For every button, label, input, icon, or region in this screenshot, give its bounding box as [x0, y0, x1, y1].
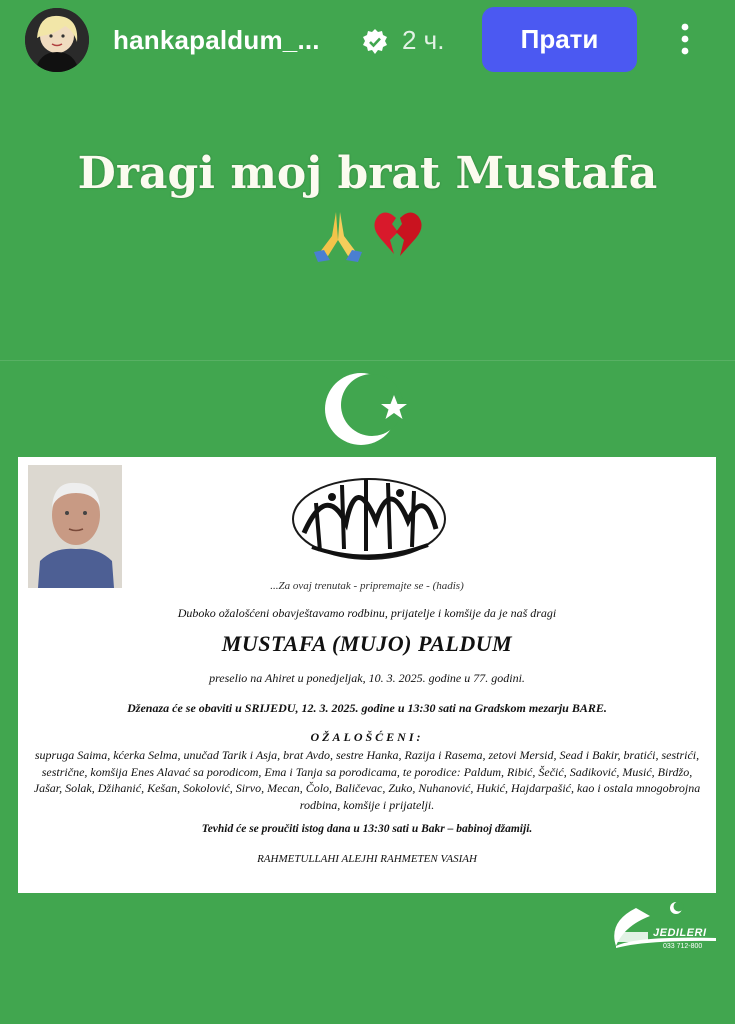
- avatar[interactable]: [25, 8, 89, 72]
- logo-phone: 033 712-800: [663, 943, 703, 950]
- post-time: 2 ч.: [402, 25, 445, 55]
- deceased-photo: [28, 465, 122, 588]
- crescent-star-icon: [325, 368, 411, 450]
- username[interactable]: hankapaldum_...: [113, 25, 320, 55]
- broken-heart-icon: [370, 206, 426, 262]
- hadis-quote: ...Za ovaj trenutak - pripremajte se - (hadis): [270, 580, 464, 592]
- mourners-list: supruga Saima, kćerka Selma, unučad Tarik i Asja, brat Avdo, sestre Hanka, Razija i Rasema, zetovi Mersid, Sead i Bakir, bratići, sestrići, sestrične, komšija Enes Alavać sa porodicom, Ema i Tanja sa porodicama, te porodice: Paldum, Ribić, Šečić, Sadiković, Musić, Birdžo, Jašar, Solak, Džihanić, Kešan, Sokolović, Sirvo, Mecan, Čolo, Baličevac, Zuko, Nuhanović, Hukić, Hajdarpašić, kao i ostala mnogobrojna rodbina, komšije i prijatelji.: [33, 748, 701, 812]
- follow-button[interactable]: Прати: [482, 7, 637, 72]
- deceased-name: MUSTAFA (MUJO) PALDUM: [221, 631, 513, 656]
- mourners-heading: OŽALOŠĆENI:: [310, 730, 424, 744]
- divider: [0, 360, 735, 361]
- announcement-text: Duboko ožalošćeni obavještavamo rodbinu, prijatelje i komšije da je naš dragi: [177, 606, 557, 620]
- story-caption: Dragi moj brat Mustafa: [77, 148, 658, 199]
- more-options-icon[interactable]: [670, 18, 700, 62]
- calligraphy-emblem: [286, 463, 452, 569]
- story-header: [0, 0, 735, 82]
- passing-date-text: preselio na Ahiret u ponedjeljak, 10. 3. 2025. godine u 77. godini.: [209, 671, 525, 685]
- logo-name: JEDILERI: [653, 927, 707, 939]
- verified-badge-icon: [360, 27, 390, 57]
- praying-hands-icon: [310, 206, 366, 262]
- obituary-notice: [18, 457, 716, 893]
- emoji-row: [0, 206, 735, 262]
- tevhid-info: Tevhid će se proučiti istog dana u 13:30 sati u Bakr – babinoj džamiji.: [201, 823, 533, 835]
- funeral-info: Dženaza će se obaviti u SRIJEDU, 12. 3. 2025. godine u 13:30 sati na Gradskom mezarju BARE.: [127, 701, 607, 715]
- closing-prayer: RAHMETULLAHI ALEJHI RAHMETEN VASIAH: [257, 853, 477, 865]
